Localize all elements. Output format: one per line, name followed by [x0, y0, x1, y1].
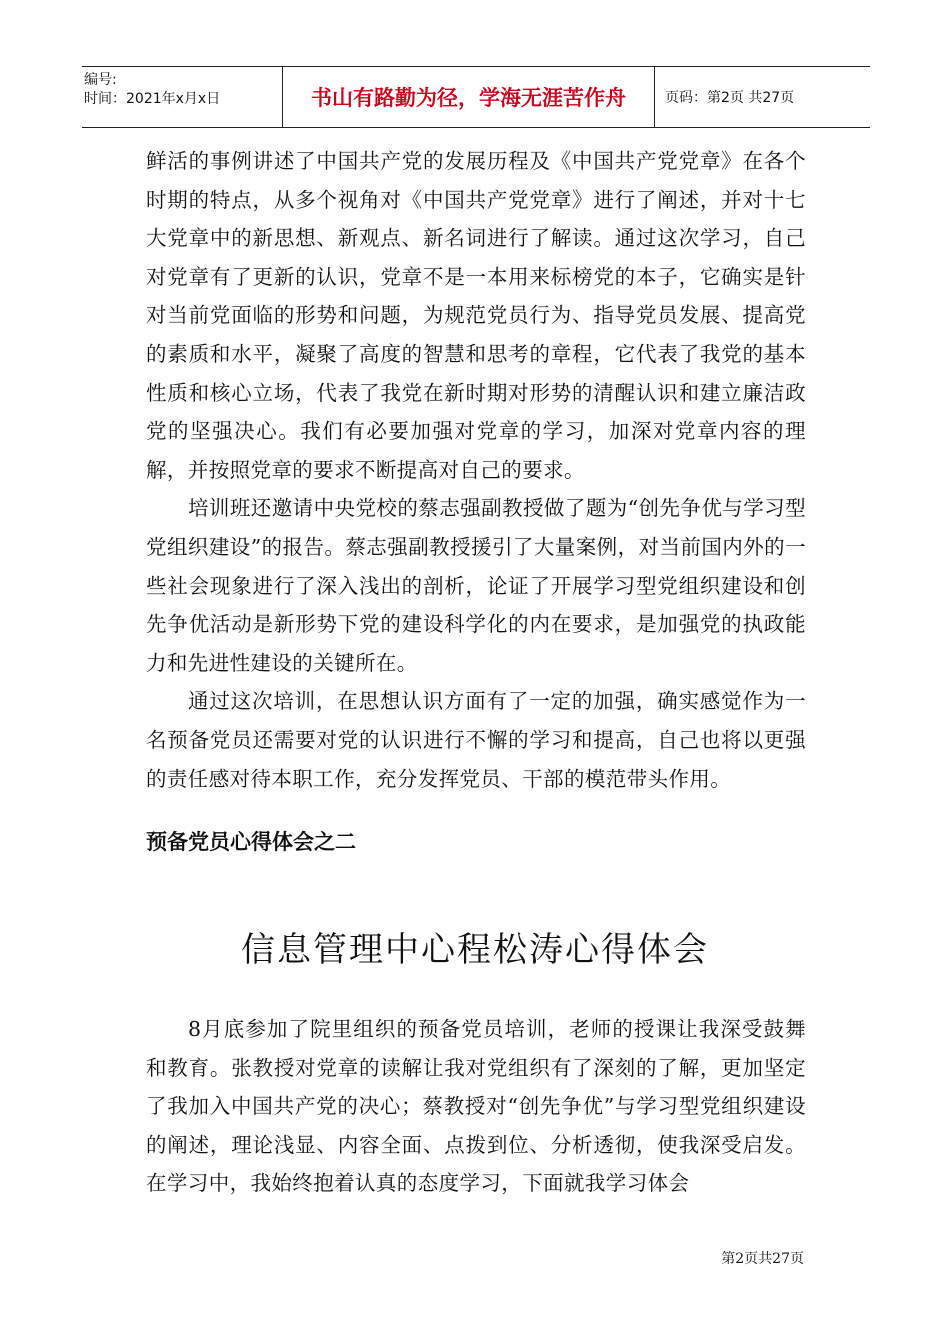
header-motto: 书山有路勤为径，学海无涯苦作舟 — [282, 67, 655, 127]
paragraph-1: 鲜活的事例讲述了中国共产党的发展历程及《中国共产党党章》在各个时期的特点，从多个视角对《中国共产党党章》进行了阐述，并对十七大党章中的新思想、新观点、新名词进行了解读。通过这次学习，自己对党章有了更新的认识，党章不是一本用来标榜党的本子，它确实是针对当前党面临的形势和问题，为规范党员行为、指导党员发展、提高党的素质和水平，凝聚了高度的智慧和思考的章程，它代表了我党的基本性质和核心立场，代表了我党在新时期对形势的清醒认识和建立廉洁政党的坚强决心。我们有必要加强对党章的学习，加深对党章内容的理解，并按照党章的要求不断提高对自己的要求。 — [146, 149, 806, 482]
document-time-label: 时间：2021年x月x日 — [84, 91, 221, 107]
page-footer: 第2页共27页 — [721, 1251, 804, 1267]
page-header — [82, 66, 870, 128]
paragraph-3: 通过这次培训，在思想认识方面有了一定的加强，确实感觉作为一名预备党员还需要对党的认识进行不懈的学习和提高，自己也将以更强的责任感对待本职工作，充分发挥党员、干部的模范带头作用。 — [146, 689, 806, 791]
section-title: 预备党员心得体会之二 — [146, 830, 356, 854]
header-page-info: 页码：第2页 共27页 — [665, 90, 795, 106]
document-number-label: 编号: — [84, 72, 117, 88]
paragraph-4: 8月底参加了院里组织的预备党员培训，老师的授课让我深受鼓舞和教育。张教授对党章的读解让我对党组织有了深刻的了解，更加坚定了我加入中国共产党的决心；蔡教授对“创先争优”与学习型党组织建设的阐述，理论浅显、内容全面、点拨到位、分析透彻，使我深受启发。在学习中，我始终抱着认真的态度学习，下面就我学习体会 — [146, 1017, 806, 1196]
paragraph-2: 培训班还邀请中央党校的蔡志强副教授做了题为“创先争优与学习型党组织建设”的报告。蔡志强副教授援引了大量案例，对当前国内外的一些社会现象进行了深入浅出的剖析，论证了开展学习型党组织建设和创先争优活动是新形势下党的建设科学化的内在要求，是加强党的执政能力和先进性建设的关键所在。 — [146, 496, 806, 675]
header-meta — [82, 67, 282, 127]
article-title: 信息管理中心程松涛心得体会 — [241, 930, 709, 970]
document-body-part1 — [146, 142, 806, 798]
document-body-part2 — [146, 1010, 806, 1203]
